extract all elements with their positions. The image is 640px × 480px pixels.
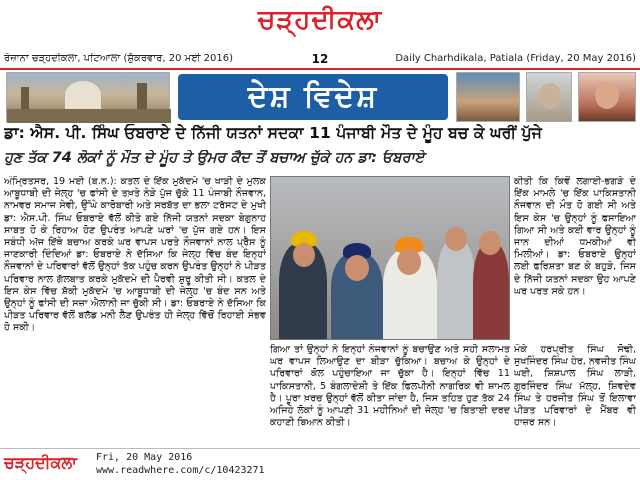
banner-photo-landmark: [456, 72, 520, 122]
footer-url-link[interactable]: www.readwhere.com/c/10423271: [96, 465, 265, 476]
article-headline: ਡਾ: ਐਸ. ਪੀ. ਸਿੰਘ ਓਬਰਾਏ ਦੇ ਨਿੱਜੀ ਯਤਨਾਂ ਸਦਕਾ 11 ਪੰਜਾਬੀ ਮੌਤ ਦੇ ਮੂੰਹ ਬਚ ਕੇ ਘਰੀਂ ਪੁੱਜੇ: [4, 124, 542, 142]
article-subhead: ਹੁਣ ਤੱਕ 74 ਲੋਕਾਂ ਨੂੰ ਮੌਤ ਦੇ ਮੂੰਹ ਤੇ ਉਮਰ ਕੈਦ ਤੋਂ ਬਚਾਅ ਚੁੱਕੇ ਹਨ ਡਾ: ਓਬਰਾਏ: [4, 150, 425, 166]
strip-left-date: ਰੋਜ਼ਾਨਾ ਚੜ੍ਹਦੀਕਲਾ, ਪਟਿਆਲਾ (ਸ਼ੁੱਕਰਵਾਰ, 20 ਮਈ 2016): [4, 53, 234, 64]
article-column-right-bottom: ਮੌਕੇ ਹਰਪ੍ਰੀਤ ਸਿੰਘ ਸੋਢੀ, ਸੁਖਜਿੰਦਰ ਸਿੰਘ ਹੇਰ, ਨਵਜੀਤ ਸਿੰਘ ਘਈ, ਸ਼ਿਸ਼ਪਾਲ ਸਿੰਘ ਲਾੜੀ, ਗੁਰਜਿੰਦਰ ਸਿੰਘ ਮੱਲ੍ਹ, ਸ਼ਿਵਦੇਵ ਸਿੰਘ ਤੇ ਹਰਜੀਤ ਸਿੰਘ ਤੋਂ ਇਲਾਵਾ ਪੀੜਤ ਪਰਿਵਾਰਾਂ ਦੇ ਮੈਂਬਰ ਵੀ ਹਾਜ਼ਰ ਸਨ।: [514, 344, 636, 429]
masthead-title: ਚੜ੍ਹਦੀਕਲਾ: [257, 5, 383, 35]
strip-right-date: Daily Charhdikala, Patiala (Friday, 20 May 2016): [395, 53, 636, 64]
banner-photo-woman: [578, 72, 636, 122]
footer-logo: ਚੜ੍ਹਦੀਕਲਾ: [4, 453, 77, 472]
section-banner: [0, 72, 640, 122]
masthead: [0, 0, 640, 50]
section-title: ਦੇਸ਼ ਵਿਦੇਸ਼: [178, 74, 448, 120]
article-column-left: ਅੰਮ੍ਰਿਤਸਰ, 19 ਮਈ (ਬ.ਨ.): ਕਤਲ ਦੇ ਇੱਕ ਮੁਕੱਦਮੇ 'ਚ ਖਾੜੀ ਦੇ ਮੁਲਕ ਆਬੂਧਾਬੀ ਦੀ ਜੇਲ੍ਹ 'ਚ ਫਾਂਸੀ ਦੇ ਤਖ਼ਤੇ ਨੇੜੇ ਪੁੱਜ ਚੁੱਕੇ 11 ਪੰਜਾਬੀ ਨੌਜਵਾਨ, ਨਾਮਵਰ ਸਮਾਜ ਸੇਵੀ, ਉੱਘੇ ਕਾਰੋਬਾਰੀ ਅਤੇ ਸਰਬੱਤ ਦਾ ਭਲਾ ਟਰੱਸਟ ਦੇ ਮੁਖੀ ਡਾ: ਐਸ.ਪੀ. ਸਿੰਘ ਓਬਰਾਏ ਵੱਲੋਂ ਕੀਤੇ ਗਏ ਨਿੱਜੀ ਯਤਨਾਂ ਸਦਕਾ ਬੇਗੁਨਾਹ ਸਾਬਤ ਹੋ ਕੇ ਰਿਹਾਅ ਹੋਣ ਉਪਰੰਤ ਆਪਣੇ ਘਰਾਂ 'ਚ ਪੁੱਜ ਗਏ ਹਨ। ਇਸ ਸਬੰਧੀ ਅੱਜ ਇੱਥੇ ਬਚਾਅ ਕਰਕੇ ਘਰ ਵਾਪਸ ਪਰਤੇ ਨੌਜਵਾਨਾਂ ਨਾਲ ਪ੍ਰੈੱਸ ਨੂੰ ਜਾਣਕਾਰੀ ਦਿੰਦਿਆਂ ਡਾ: ਓਬਰਾਏ ਨੇ ਦੱਸਿਆ ਕਿ ਜੇਲ੍ਹ ਵਿੱਚ ਬੰਦ ਇਨ੍ਹਾਂ ਨੌਜਵਾਨਾਂ ਦੇ ਪਰਿਵਾਰਾਂ ਵੱਲੋਂ ਉਨ੍ਹਾਂ ਤੱਕ ਪਹੁੰਚ ਕਰਨ ਉਪਰੰਤ ਉਨ੍ਹਾਂ ਨੇ ਪੀੜਤ ਪਰਿਵਾਰ ਨਾਲ ਗੱਲਬਾਤ ਕਰਕੇ ਮੁਕੱਦਮੇ ਦੀ ਪੈਰਵੀ ਸ਼ੁਰੂ ਕੀਤੀ ਸੀ। ਕਤਲ ਦੇ ਇਸ ਕੇਸ ਵਿੱਚ ਸ਼ੱਕੀ ਮੁਕੱਦਮੇ 'ਚ ਆਬੂਧਾਬੀ ਦੀ ਜੇਲ੍ਹ 'ਚ ਬੰਦ ਸਨ ਅਤੇ ਉਨ੍ਹਾਂ ਨੂੰ ਫਾਂਸੀ ਦੀ ਸਜ਼ਾ ਐਲਾਨੀ ਜਾ ਚੁੱਕੀ ਸੀ। ਡਾ: ਓਬਰਾਏ ਨੇ ਦੱਸਿਆ ਕਿ ਪੀੜਤ ਪਰਿਵਾਰ ਵੱਲੋਂ ਬਲੱਡ ਮਨੀ ਲੈਣ ਉਪਰੰਤ ਹੀ ਜੇਲ੍ਹ ਵਿੱਚੋਂ ਰਿਹਾਈ ਸੰਭਵ ਹੋ ਸਕੀ।: [4, 176, 266, 334]
article-column-right-top: ਕੀਤੀ ਕਿ ਕਿਵੇਂ ਲਗਾਈ-ਭਗੜੇ ਦੇ ਇੱਕ ਮਾਮਲੇ 'ਚ ਇੱਕ ਪਾਕਿਸਤਾਨੀ ਨੌਜਵਾਨ ਦੀ ਮੌਤ ਹੋ ਗਈ ਸੀ ਅਤੇ ਇਸ ਕੇਸ 'ਚ ਉਨ੍ਹਾਂ ਨੂੰ ਫਸਾਇਆ ਗਿਆ ਸੀ ਅਤੇ ਕਈ ਵਾਰ ਉਨ੍ਹਾਂ ਨੂੰ ਜਾਨ ਦੀਆਂ ਧਮਕੀਆਂ ਵੀ ਮਿਲੀਆਂ। ਡਾ: ਓਬਰਾਏ ਉਨ੍ਹਾਂ ਲਈ ਫਰਿਸ਼ਤਾ ਬਣ ਕੇ ਬਹੁੜੇ, ਜਿਸ ਦੇ ਨਿੱਜੀ ਯਤਨਾਂ ਸਦਕਾ ਉਹ ਆਪਣੇ ਘਰ ਪਰਤ ਸਕੇ ਹਨ।: [514, 176, 636, 297]
date-strip: [0, 50, 640, 70]
footer: [0, 448, 640, 480]
banner-photo-gandhi: [526, 72, 572, 122]
article-photo: [270, 176, 510, 340]
page-number: 12: [311, 52, 329, 66]
footer-date: Fri, 20 May 2016: [96, 452, 193, 463]
article-column-middle: ਗਿਆ ਤਾਂ ਉਨ੍ਹਾਂ ਨੇ ਇਨ੍ਹਾਂ ਨੌਜਵਾਨਾਂ ਨੂੰ ਬਚਾਉਣ ਅਤੇ ਸਹੀ ਸਲਾਮਤ ਘਰ ਵਾਪਸ ਲਿਆਉਣ ਦਾ ਬੀੜਾ ਚੁੱਕਿਆ। ਬਚਾਅ ਕੇ ਉਨ੍ਹਾਂ ਦੇ ਪਰਿਵਾਰਾਂ ਕੋਲ ਪਹੁੰਚਾਇਆ ਜਾ ਚੁੱਕਾ ਹੈ। ਇਨ੍ਹਾਂ ਵਿੱਚ 11 ਪਾਕਿਸਤਾਨੀ, 5 ਬੰਗਲਾਦੇਸ਼ੀ ਤੇ ਇੱਕ ਫਿਲਪੀਨੀ ਨਾਗਰਿਕ ਵੀ ਸ਼ਾਮਲ ਹੈ। ਪੂਰਾ ਖ਼ਰਚ ਉਨ੍ਹਾਂ ਵੱਲੋਂ ਕੀਤਾ ਜਾਂਦਾ ਹੈ, ਜਿਸ ਤਹਿਤ ਹੁਣ ਤੱਕ 24 ਅਜਿਹੇ ਲੋਕਾਂ ਨੂੰ ਆਪਣੀ 31 ਮਹੀਨਿਆਂ ਦੀ ਜੇਲ੍ਹ 'ਚ ਬਿਤਾਈ ਦਰਦ ਕਹਾਣੀ ਬਿਆਨ ਕੀਤੀ।: [270, 344, 510, 429]
banner-photo-taj-mahal: [6, 72, 170, 122]
